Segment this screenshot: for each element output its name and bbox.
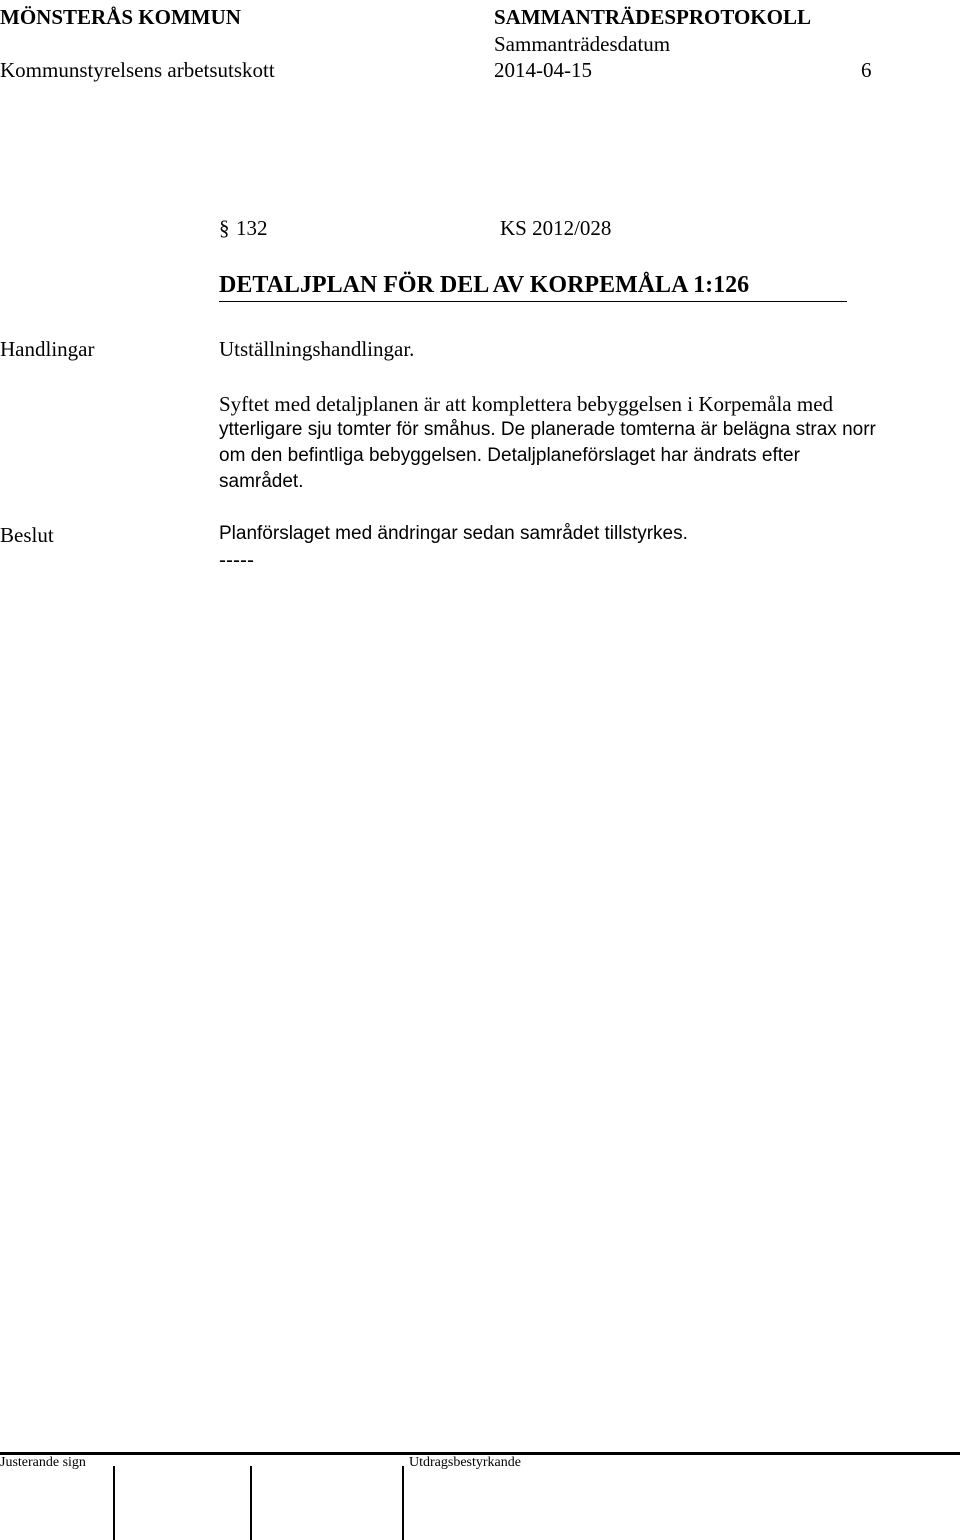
signature-box-divider-1 (113, 1466, 115, 1540)
signature-box-divider-2 (250, 1466, 252, 1540)
utdragsbestyrkande-label: Utdragsbestyrkande (409, 1455, 521, 1470)
justerande-sign-label: Justerande sign (0, 1455, 86, 1470)
beslut-label: Beslut (0, 523, 54, 547)
beslut-value: Planförslaget med ändringar sedan samrådet tillstyrkes. (219, 523, 688, 544)
beslut-separator: ----- (219, 549, 254, 572)
section-symbol: § (219, 216, 230, 240)
page-number: 6 (861, 58, 872, 82)
item-title: DETALJPLAN FÖR DEL AV KORPEMÅLA 1:126 (219, 272, 750, 298)
case-number: KS 2012/028 (500, 216, 612, 240)
document-type: SAMMANTRÄDESPROTOKOLL (494, 5, 811, 29)
body-line-4: samrådet. (219, 471, 304, 492)
handlingar-value: Utställningshandlingar. (219, 337, 415, 361)
meeting-date: 2014-04-15 (494, 58, 592, 82)
body-line-3: om den befintliga bebyggelsen. Detaljplaneförslaget har ändrats efter (219, 445, 800, 466)
handlingar-label: Handlingar (0, 337, 95, 361)
municipality-name: MÖNSTERÅS KOMMUN (0, 5, 241, 29)
body-line-2: ytterligare sju tomter för småhus. De planerade tomterna är belägna strax norr (219, 419, 876, 440)
item-number: 132 (236, 216, 268, 240)
committee-name: Kommunstyrelsens arbetsutskott (0, 58, 275, 82)
body-line-1: Syftet med detaljplanen är att komplettera bebyggelsen i Korpemåla med (219, 392, 834, 416)
signature-box-divider-3 (402, 1466, 404, 1540)
date-label: Sammanträdesdatum (494, 32, 671, 56)
title-underline (219, 301, 847, 302)
